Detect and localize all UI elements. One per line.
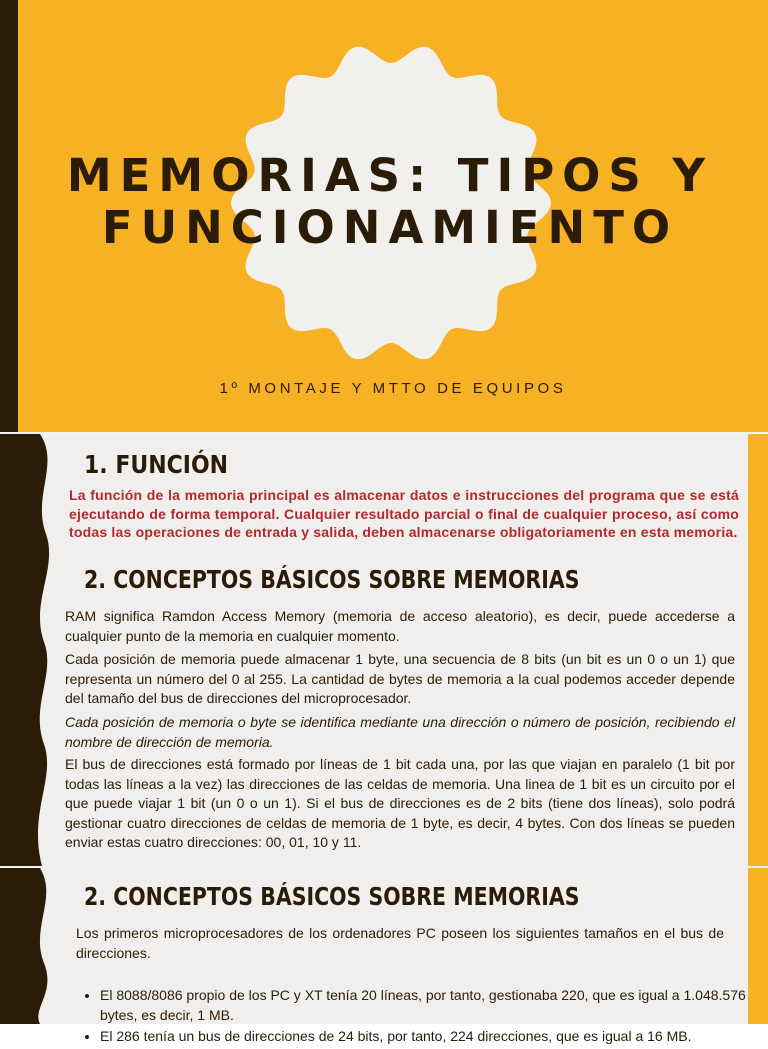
paragraph-memory-address: Cada posición de memoria o byte se identifica mediante una dirección o número de posición, recibiendo el nombre de dirección de memoria. — [65, 714, 735, 750]
slide-funcion-conceptos — [0, 434, 768, 866]
paragraph-ram-definition: RAM significa Ramdon Access Memory (memoria de acceso aleatorio), es decir, puede accederse a cualquier punto de la memoria en cualquier momento. — [65, 608, 735, 644]
paragraph-bus-sizes-intro: Los primeros microprocesadores de los ordenadores PC poseen los siguientes tamaños en el bus de direcciones. — [76, 925, 724, 961]
right-accent-bar — [748, 868, 768, 1024]
dark-wavy-edge — [0, 868, 62, 1024]
list-item: • El 8088/8086 propio de los PC y XT tenía 20 líneas, por tanto, gestionaba 220, que es igual a 1.048.576 bytes, es decir, 1 MB. — [100, 986, 748, 1025]
paragraph-memory-position: Cada posición de memoria puede almacenar 1 byte, una secuencia de 8 bits (un bit es un 0 o un 1) que representa un número del 0 al 255. La cantidad de bytes de memoria a la cual podemos acceder depende del tamaño del bus de direcciones del microprocesador. — [65, 651, 735, 706]
heading-funcion: 1. FUNCIÓN — [84, 450, 229, 479]
right-accent-bar — [748, 434, 768, 866]
heading-conceptos-basicos: 2. CONCEPTOS BÁSICOS SOBRE MEMORIAS — [84, 882, 580, 911]
presentation-title: MEMORIAS: TIPOS Y FUNCIONAMIENTO — [66, 149, 714, 254]
left-accent-bar — [0, 0, 18, 432]
title-slide — [0, 0, 768, 432]
dark-wavy-edge — [0, 434, 62, 866]
bus-sizes-list — [76, 986, 748, 1049]
paragraph-address-bus: El bus de direcciones está formado por líneas de 1 bit cada una, por las que viajan en paralelo (1 bit por todas las líneas a la vez) las direcciones de las celdas de memoria. Una linea de 1 bit es un circuito por el que puede viajar 1 bit (un 0 o un 1). Si el bus de direcciones es de 2 bits (tiene dos líneas), solo podrá gestionar cuatro direcciones de celdas de memoria de 1 byte, es decir, 4 bytes. Con dos líneas se pueden enviar estas cuatro direcciones: 00, 01, 10 y 11. — [65, 756, 735, 850]
list-item: • El 286 tenía un bus de direcciones de 24 bits, por tanto, 224 direcciones, que es igual a 16 MB. — [100, 1027, 748, 1047]
funcion-description: La función de la memoria principal es almacenar datos e instrucciones del programa que se está ejecutando de forma temporal. Cualquier resultado parcial o final de cualquier proceso, así como todas las operaciones de entrada y salida, deben almacenarse obligatoriamente en esta memoria. — [69, 487, 739, 540]
heading-conceptos-basicos: 2. CONCEPTOS BÁSICOS SOBRE MEMORIAS — [84, 565, 580, 594]
presentation-subtitle: 1º MONTAJE Y MTTO DE EQUIPOS — [219, 380, 567, 397]
